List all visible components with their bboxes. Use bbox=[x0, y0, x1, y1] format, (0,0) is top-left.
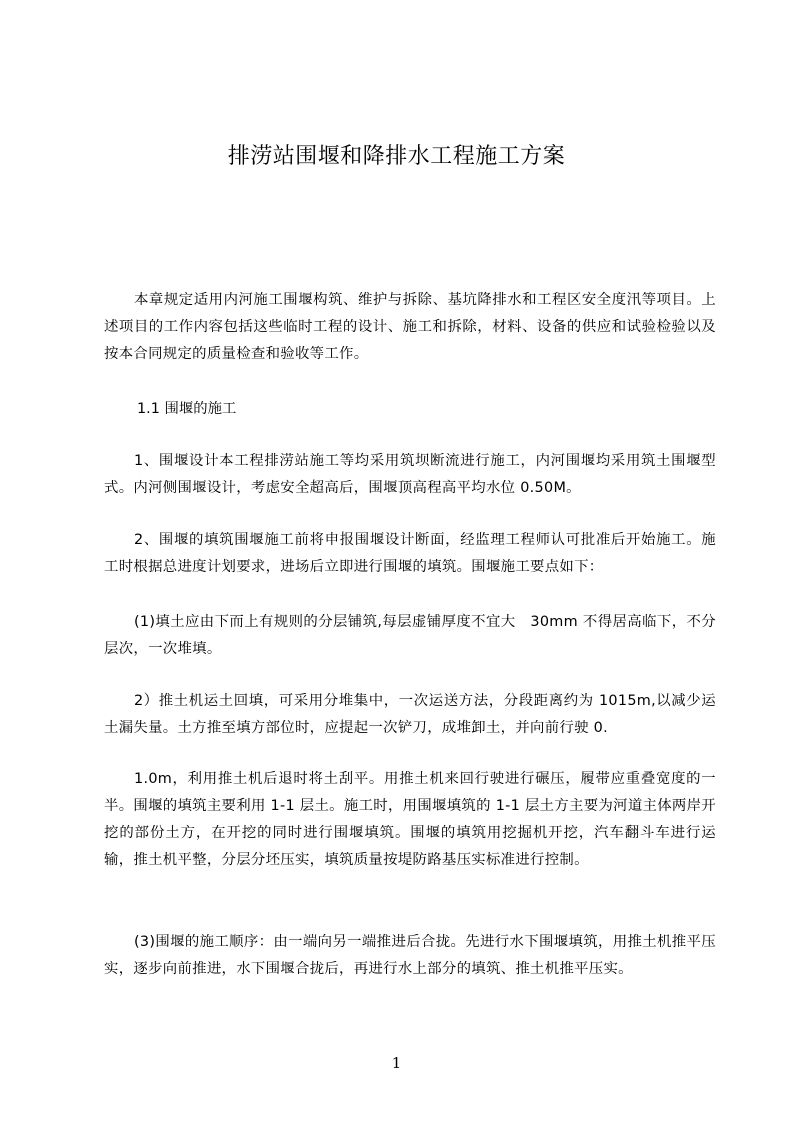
paragraph-1: 1、围堰设计本工程排涝站施工等均采用筑坝断流进行施工，内河围堰均采用筑土围堰型式。内河侧围堰设计，考虑安全超高后，围堰顶高程高平均水位 0.50M。 bbox=[104, 453, 716, 496]
paragraph-3: (1)填土应由下而上有规则的分层铺筑,每层虚铺厚度不宜大 30mm 不得居高临下，不分层次，一次堆填。 bbox=[104, 614, 716, 657]
document-title: 排涝站围堰和降排水工程施工方案 bbox=[227, 144, 566, 169]
intro-paragraph: 本章规定适用内河施工围堰构筑、维护与拆除、基坑降排水和工程区安全度汛等项目。上述项目的工作内容包括这些临时工程的设计、施工和拆除，材料、设备的供应和试验检验以及按本合同规定的质量检查和验收等工作。 bbox=[104, 292, 716, 362]
paragraph-5: 1.0m，利用推土机后退时将土刮平。用推土机来回行驶进行碾压，履带应重叠宽度的一半。围堰的填筑主要利用 1-1 层土。施工时，用围堰填筑的 1-1 层土方主要为河道主体两岸开挖的部份土方，在开挖的同时进行围堰填筑。围堰的填筑用挖掘机开挖，汽车翻斗车进行运输，推土机平整，分层分坯压实，填筑质量按堤防路基压实标准进行控制。 bbox=[104, 771, 716, 868]
section-heading: 1.1 围堰的施工 bbox=[137, 401, 237, 417]
paragraph-6: (3)围堰的施工顺序：由一端向另一端推进后合拢。先进行水下围堰填筑，用推土机推平压实，逐步向前推进，水下围堰合拢后，再进行水上部分的填筑、推土机推平压实。 bbox=[104, 934, 716, 977]
paragraph-2: 2、围堰的填筑围堰施工前将申报围堰设计断面，经监理工程师认可批准后开始施工。施工时根据总进度计划要求，进场后立即进行围堰的填筑。围堰施工要点如下： bbox=[104, 532, 716, 575]
paragraph-4: 2）推土机运土回填，可采用分堆集中，一次运送方法，分段距离约为 1015m,以减少运土漏失量。土方推至填方部位时，应提起一次铲刀，成堆卸土，并向前行驶 0. bbox=[104, 693, 716, 736]
page-number: 1 bbox=[391, 1054, 402, 1072]
